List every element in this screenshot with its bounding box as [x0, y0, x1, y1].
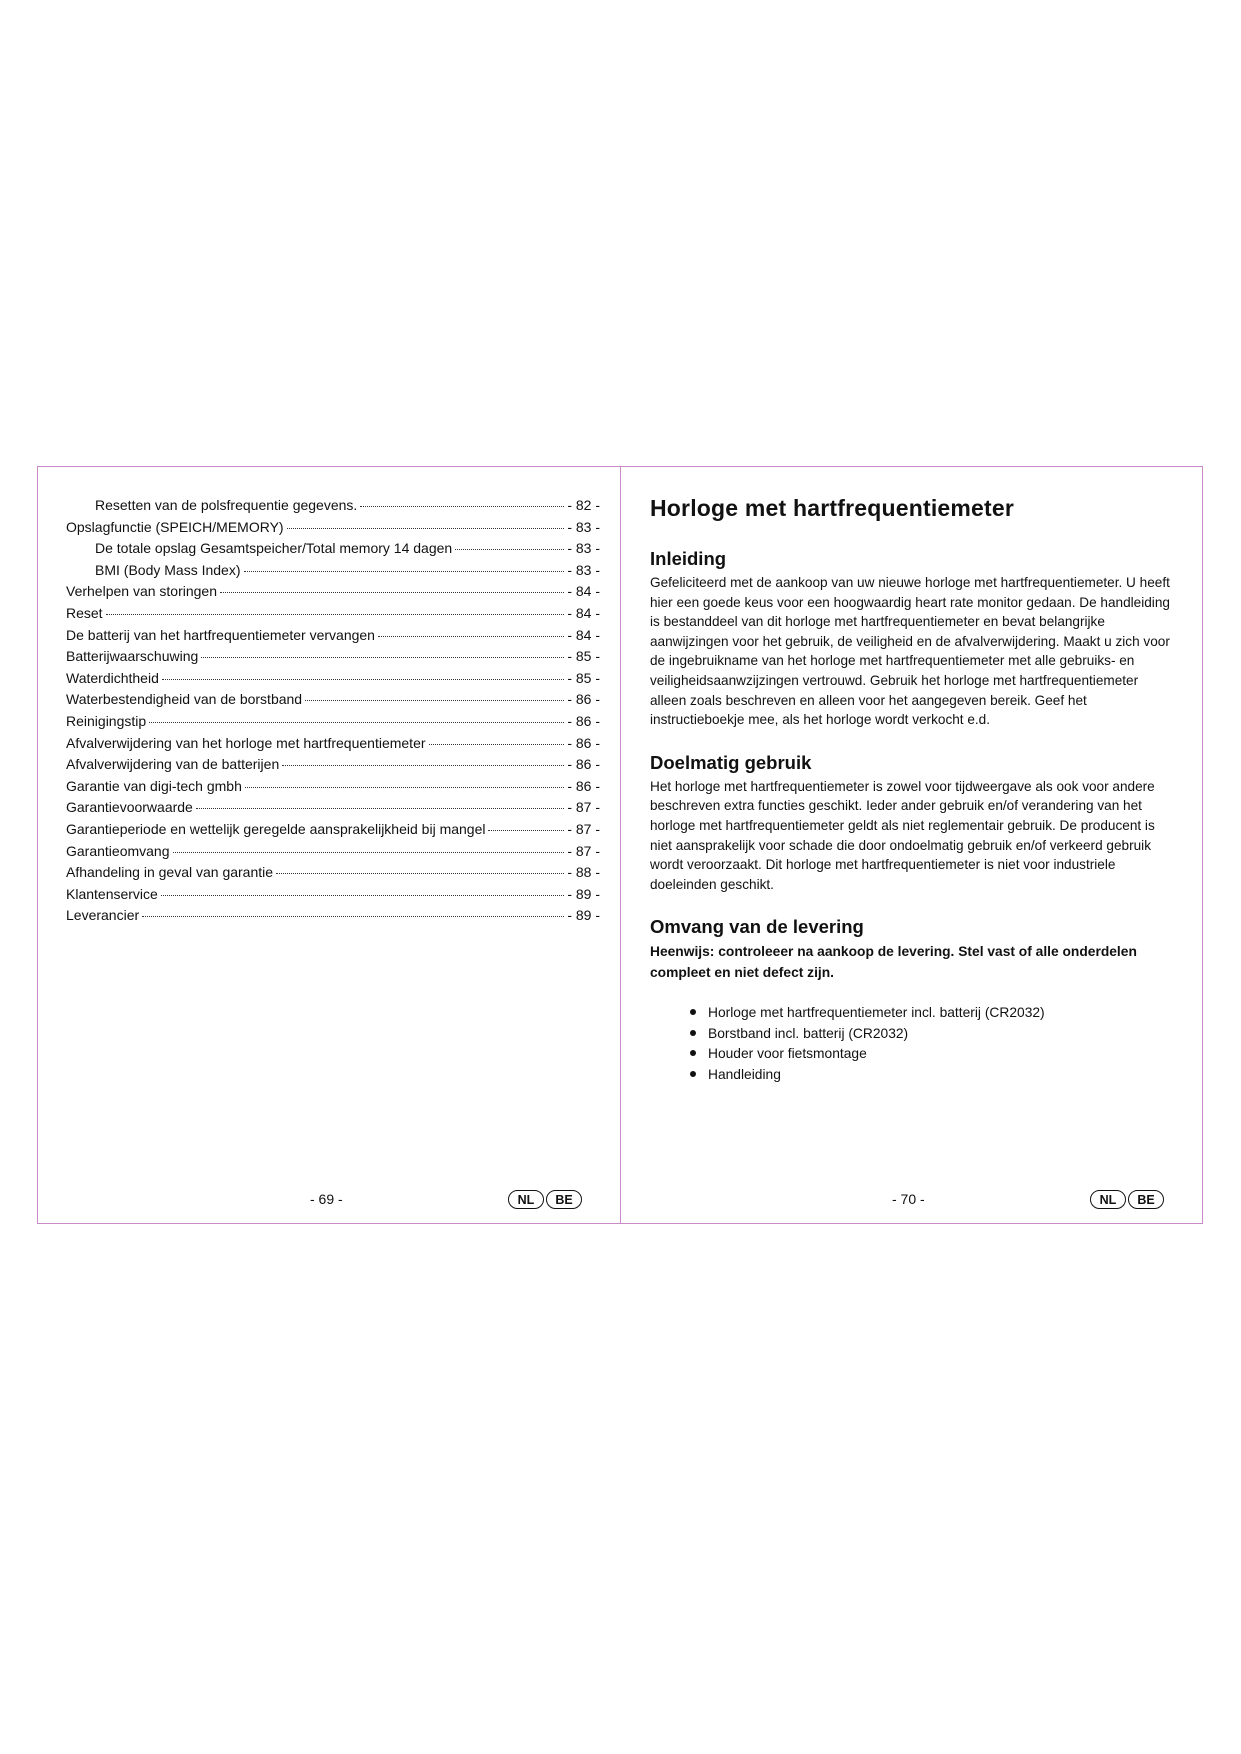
toc-entry-label: Garantieomvang [66, 842, 170, 859]
toc-entry [66, 691, 600, 713]
list-item [690, 1044, 1178, 1064]
toc-dot-leader [276, 873, 564, 874]
document-title: Horloge met hartfrequentiemeter [650, 495, 1015, 521]
section-heading-intro: Inleiding [650, 548, 727, 569]
toc-dot-leader [142, 916, 564, 917]
toc-entry-label: Waterdichtheid [66, 669, 159, 686]
toc-entry-label: De totale opslag Gesamtspeicher/Total memory 14 dagen [95, 540, 453, 557]
section-heading-use: Doelmatig gebruik [650, 751, 812, 773]
list-item-text: Horloge met hartfrequentiemeter incl. batterij (CR2032) [708, 1005, 1045, 1021]
toc-entry-page: - 87 - [567, 842, 600, 859]
list-item [690, 1003, 1178, 1023]
toc-dot-leader [162, 679, 564, 680]
toc-entry-page: - 83 - [567, 540, 600, 557]
list-item-text: Houder voor fietsmontage [708, 1046, 867, 1062]
toc-dot-leader [360, 506, 564, 507]
toc-entry-label: Afvalverwijdering van het horloge met hartfrequentiemeter [66, 734, 426, 751]
right-page [622, 467, 1202, 1223]
toc-entry-page: - 83 - [567, 561, 600, 578]
toc-entry-page: - 84 - [567, 583, 600, 600]
page-divider [620, 467, 621, 1223]
toc-entry [66, 821, 600, 843]
toc-dot-leader [488, 830, 564, 831]
book-spread [37, 466, 1203, 1224]
toc-entry [66, 519, 600, 541]
toc-dot-leader [106, 614, 565, 615]
toc-entry-label: Afhandeling in geval van garantie [66, 864, 274, 881]
toc-entry-page: - 84 - [567, 626, 600, 643]
toc-dot-leader [455, 549, 564, 550]
language-badge-nl: NL [1090, 1190, 1126, 1209]
bullet-icon [690, 1009, 696, 1015]
page-number: - 69 - [310, 1191, 343, 1207]
toc-entry-page: - 86 - [567, 734, 600, 751]
toc-entry-label: Klantenservice [66, 885, 158, 902]
toc-dot-leader [305, 700, 564, 701]
toc-dot-leader [282, 765, 564, 766]
toc-entry-page: - 87 - [567, 820, 600, 837]
bullet-icon [690, 1071, 696, 1077]
toc-entry [66, 735, 600, 757]
toc-entry-label: Garantieperiode en wettelijk geregelde aansprakelijkheid bij mangel [66, 820, 486, 837]
toc-entry-label: Batterijwaarschuwing [66, 648, 199, 665]
toc-entry [66, 540, 600, 562]
toc-entry-page: - 86 - [567, 777, 600, 794]
toc-entry-page: - 86 - [567, 712, 600, 729]
toc-entry [66, 799, 600, 821]
toc-entry-page: - 89 - [567, 907, 600, 924]
toc-entry [66, 605, 600, 627]
toc-dot-leader [287, 528, 565, 529]
toc-entry-label: Opslagfunctie (SPEICH/MEMORY) [66, 518, 284, 535]
toc-entry-label: Reinigingstip [66, 712, 147, 729]
toc-dot-leader [429, 744, 565, 745]
toc-entry [66, 627, 600, 649]
toc-entry-page: - 87 - [567, 799, 600, 816]
toc-entry-label: Reset [66, 604, 103, 621]
toc-dot-leader [245, 787, 564, 788]
toc-entry [66, 648, 600, 670]
toc-entry-label: De batterij van het hartfrequentiemeter vervangen [66, 626, 375, 643]
toc-entry-page: - 82 - [567, 497, 600, 513]
page-content [650, 495, 1178, 1085]
intro-paragraph: Gefeliciteerd met de aankoop van uw nieuwe horloge met hartfrequentiemeter. U heeft hier een goede keus voor een hoogwaardig heart rate monitor gedaan. De handleiding is bestanddeel van dit horloge met hartfrequentiemeter en bevat belangrijke aanwijzingen voor het gebruik, de veiligheid en de afvalverwijdering. Maakt u zich voor de ingebruikname van het horloge met hartfrequentiemeter met alle gebruiks- en veiligheidsaanwzijzingen vertrouwd. Gebruik het horloge met hartfrequentiemeter alleen zoals beschreven en alleen voor het aangegeven bereik. Geef het instructieboekje mee, als het horloge wordt verkocht e.d. [650, 575, 1170, 728]
toc-dot-leader [161, 895, 564, 896]
list-item [690, 1024, 1178, 1044]
toc-dot-leader [201, 657, 564, 658]
toc-dot-leader [149, 722, 564, 723]
toc-entry [66, 670, 600, 692]
delivery-notice: Heenwijs: controleeer na aankoop de levering. Stel vast of alle onderdelen compleet en niet defect zijn. [650, 944, 1137, 981]
toc-entry [66, 583, 600, 605]
toc-entry-page: - 84 - [567, 604, 600, 621]
toc-dot-leader [378, 636, 564, 637]
language-badge-nl: NL [508, 1190, 544, 1209]
toc-entry [66, 756, 600, 778]
toc-entry-label: Verhelpen van storingen [66, 583, 217, 600]
page-number: - 70 - [892, 1191, 925, 1207]
toc-entry-page: - 88 - [567, 864, 600, 881]
toc-entry-label: Garantie van digi-tech gmbh [66, 777, 242, 794]
toc-entry [66, 778, 600, 800]
left-page [38, 467, 620, 1223]
toc-entry-label: Garantievoorwaarde [66, 799, 193, 816]
use-paragraph: Het horloge met hartfrequentiemeter is zowel voor tijdweergave als ook voor andere beschreven extra functies geschikt. Ieder ander gebruik en/of verandering van het horloge met hartfrequentiemeter geldt als niet reglementair gebruik. De producent is niet aansprakelijk voor schade die door ondoelmatig gebruik en/of verkeerd gebruik wordt veroorzaakt. Dit horloge met hartfrequentiemeter is niet voor industriele doeleinden geschikt. [650, 778, 1155, 892]
list-item-text: Borstband incl. batterij (CR2032) [708, 1025, 909, 1041]
list-item-text: Handleiding [708, 1066, 781, 1082]
toc-entry [66, 497, 600, 519]
toc-entry-page: - 85 - [567, 648, 600, 665]
toc-entry-page: - 85 - [567, 669, 600, 686]
toc-entry [66, 843, 600, 865]
toc-entry-label: Waterbestendigheid van de borstband [66, 691, 303, 708]
bullet-icon [690, 1030, 696, 1036]
toc-dot-leader [196, 808, 564, 809]
table-of-contents [66, 497, 600, 929]
language-badge-be: BE [1128, 1190, 1164, 1209]
toc-entry-page: - 89 - [567, 885, 600, 902]
language-badges [1090, 1190, 1164, 1209]
toc-entry-label: BMI (Body Mass Index) [95, 561, 241, 578]
toc-entry-label: Afvalverwijdering van de batterijen [66, 756, 280, 773]
toc-entry-page: - 83 - [567, 518, 600, 535]
list-item [690, 1065, 1178, 1085]
delivery-items-list [650, 1003, 1178, 1085]
toc-entry [66, 886, 600, 908]
toc-entry-page: - 86 - [567, 691, 600, 708]
toc-entry-label: Resetten van de polsfrequentie gegevens. [95, 497, 358, 513]
toc-dot-leader [244, 571, 565, 572]
language-badge-be: BE [546, 1190, 582, 1209]
language-badges [508, 1190, 582, 1209]
toc-entry-page: - 86 - [567, 756, 600, 773]
toc-entry-label: Leverancier [66, 907, 140, 924]
bullet-icon [690, 1050, 696, 1056]
toc-entry [66, 713, 600, 735]
section-heading-delivery: Omvang van de levering [650, 916, 864, 938]
toc-dot-leader [173, 852, 565, 853]
toc-dot-leader [220, 592, 564, 593]
toc-entry [66, 907, 600, 929]
toc-entry [66, 562, 600, 584]
toc-entry [66, 864, 600, 886]
